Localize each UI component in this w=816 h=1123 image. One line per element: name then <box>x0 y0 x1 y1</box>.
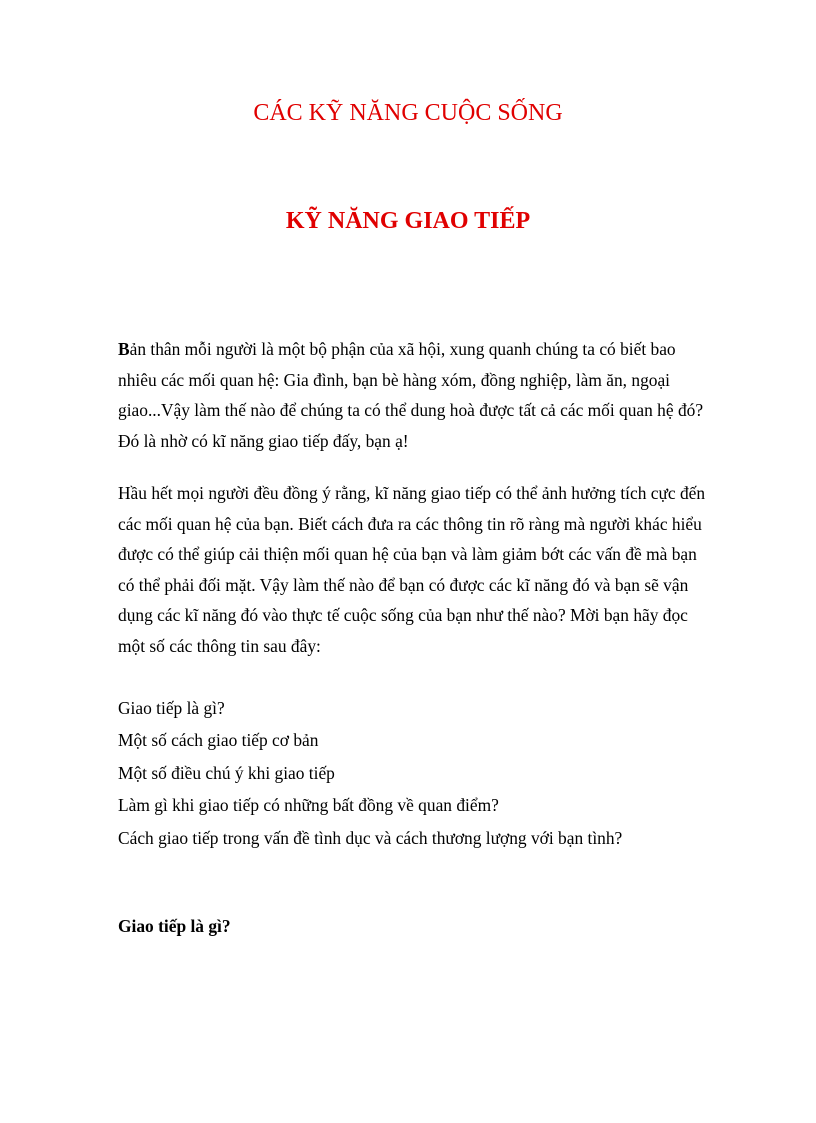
topic-item: Một số cách giao tiếp cơ bản <box>118 730 319 751</box>
intro-paragraph-text: ản thân mỗi người là một bộ phận của xã hội, xung quanh chúng ta có biết bao nhiêu các mối quan hệ: Gia đình, bạn bè hàng xóm, đồng nghiệp, làm ăn, ngoại giao...Vậy làm thế nào để chúng ta có thể dung hoà được tất cả các mối quan hệ đó? Đó là nhờ có kĩ năng giao tiếp đấy, bạn ạ! <box>118 339 704 451</box>
intro-paragraph <box>118 334 708 456</box>
second-paragraph-text: Hầu hết mọi người đều đồng ý rằng, kĩ năng giao tiếp có thể ảnh hưởng tích cực đến các mối quan hệ của bạn. Biết cách đưa ra các thông tin rõ ràng mà người khác hiểu được có thể giúp cải thiện mối quan hệ của bạn và làm giảm bớt các vấn đề mà bạn có thể phải đối mặt. Vậy làm thế nào để bạn có được các kĩ năng đó và bạn sẽ vận dụng các kĩ năng đó vào thực tế cuộc sống của bạn như thế nào? Mời bạn hãy đọc một số các thông tin sau đây: <box>118 483 706 656</box>
topic-item: Cách giao tiếp trong vấn đề tình dục và cách thương lượng với bạn tình? <box>118 827 623 848</box>
section-heading: Giao tiếp là gì? <box>118 916 231 936</box>
topic-item: Làm gì khi giao tiếp có những bất đồng về quan điểm? <box>118 795 499 816</box>
document-subtitle: KỸ NĂNG GIAO TIẾP <box>285 208 531 234</box>
document-title: CÁC KỸ NĂNG CUỘC SỐNG <box>253 100 563 126</box>
intro-first-letter: B <box>118 339 130 359</box>
topic-list <box>118 692 718 854</box>
topic-item: Giao tiếp là gì? <box>118 698 225 718</box>
second-paragraph <box>118 478 708 661</box>
topic-item: Một số điều chú ý khi giao tiếp <box>118 762 335 783</box>
